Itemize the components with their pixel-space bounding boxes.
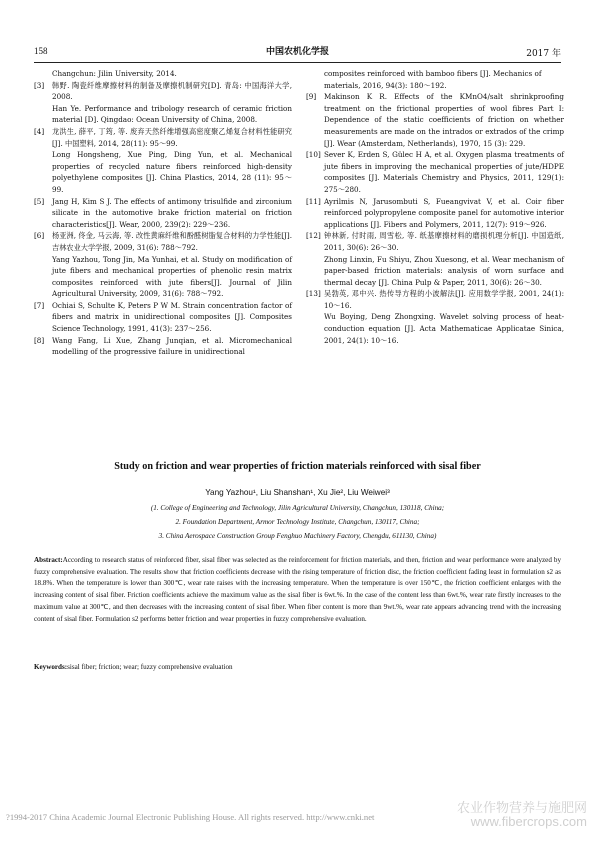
keywords-text: sisal fiber; friction; wear; fuzzy comprehensive evaluation: [67, 663, 233, 671]
reference-number: [12]: [306, 231, 321, 241]
reference-5: [34, 196, 292, 231]
abstract-label: Abstract:: [34, 556, 63, 564]
page-header: [34, 44, 561, 60]
article-title: Study on friction and wear properties of friction materials reinforced with sisal fiber: [114, 461, 481, 472]
reference-chinese: 龙洪生, 薛平, 丁筠, 等. 废弃天然纤维增强高密度聚乙烯复合材料性能研究[J]. 中国塑料, 2014, 28(11): 95～99.: [52, 126, 292, 148]
reference-english: Han Ye. Performance and tribology research of ceramic friction material [D]. Qingdao: Ocean University of China, 2008.: [52, 103, 292, 125]
reference-11: [306, 196, 564, 231]
reference-number: [5]: [34, 196, 45, 206]
reference-number: [8]: [34, 335, 45, 345]
reference-english: Ayrilmis N, Jarusombuti S, Fueangvivat V, et al. Coir fiber reinforced polypropylene composite panel for automotive interior applications [J]. Fibers and Polymers, 2011, 12(7): 919～926.: [324, 196, 564, 229]
reference-english: Jang H, Kim S J. The effects of antimony trisulfide and zirconium silicate in the automotive brake friction material on friction characteristics[J]. Wear, 2000, 239(2): 229～236.: [52, 196, 292, 229]
watermark-url: www.fibercrops.com: [470, 814, 587, 829]
affiliation-2: 2. Foundation Department, Armor Technology Institute, Changchun, 130117, China;: [175, 518, 420, 526]
journal-year: 2017 年: [526, 49, 561, 59]
reference-number: [13]: [306, 289, 321, 299]
reference-number: [11]: [306, 196, 321, 206]
keywords: [34, 663, 561, 671]
copyright-footer: ?1994-2017 China Academic Journal Electronic Publishing House. All rights reserved. http://www.cnki.net: [6, 812, 375, 822]
reference-number: [6]: [34, 231, 45, 241]
reference-2-continuation: Changchun: Jilin University, 2014.: [52, 69, 177, 78]
reference-english: Wu Boying, Deng Zhongxing. Wavelet solving process of heat-conduction equation [J]. Acta Mathematicae Applicatae Sinica, 2001, 24(1): 10～16.: [324, 312, 564, 345]
reference-english: Long Hongsheng, Xue Ping, Ding Yun, et al. Mechanical properties of recycled nature fibers reinforced high-density polyethylene composites [J]. China Plastics, 2014, 28 (11): 95～99.: [52, 150, 292, 194]
watermark: [457, 801, 587, 829]
reference-chinese: 吴勃英, 邓中兴. 热传导方程的小波解法[J]. 应用数学学报, 2001, 24(1): 10～16.: [324, 289, 564, 310]
reference-number: [7]: [34, 300, 45, 310]
watermark-chinese: 农业作物营养与施肥网: [456, 800, 587, 815]
reference-7: [34, 300, 292, 335]
reference-english: Zhong Linxin, Fu Shiyu, Zhou Xuesong, et al. Wear mechanism of paper-based friction materials: analysis of worn surface and thermal decay [J]. China Pulp & Paper, 2011, 30(6): 26～30.: [324, 254, 564, 287]
reference-8: [34, 335, 292, 358]
reference-chinese: 杨亚洲, 佟金, 马云海, 等. 改性黄麻纤维和酚醛树脂复合材料的力学性能[J]. 吉林农业大学学报, 2009, 31(6): 788～792.: [52, 231, 292, 252]
reference-9: [306, 91, 564, 149]
reference-chinese: 钟林新, 付时雨, 周雪松, 等. 纸基摩擦材料的磨损机理分析[J]. 中国造纸, 2011, 30(6): 26～30.: [324, 231, 564, 252]
reference-english: Sever K, Erden S, Gülec H A, et al. Oxygen plasma treatments of jute fibers in improving the mechanical properties of jute/HDPE composites [J]. Materials Chemistry and Physics, 2011, 129(1): 275～280.: [324, 150, 564, 194]
reference-english: Wang Fang, Li Xue, Zhang Junqian, et al. Micromechanical modelling of the progressive failure in unidirectional: [52, 335, 292, 357]
keywords-label: Keywords:: [34, 663, 68, 671]
reference-number: [9]: [306, 92, 317, 102]
references-left-column: [34, 68, 292, 358]
reference-number: [4]: [34, 126, 45, 136]
reference-chinese: 韩野. 陶瓷纤维摩擦材料的制备及摩擦机制研究[D]. 青岛: 中国海洋大学, 2008.: [52, 80, 292, 102]
reference-12: [306, 230, 564, 288]
article-authors: Yang Yazhou¹, Liu Shanshan¹, Xu Jie², Liu Weiwei³: [205, 488, 390, 497]
reference-english: Yang Yazhou, Tong Jin, Ma Yunhai, et al. Study on modification of jute fibers and mechanical properties of phenolic resin matrix composites reinforced with jute fibers[J]. Journal of Jilin Agricultural University, 2009, 31(6): 788～792.: [52, 254, 292, 299]
reference-english: Makinson K R. Effects of the KMnO4/salt shrinkproofing treatment on the frictional properties of wool fibres Part I: Dependence of the static coefficients of friction on whether measurements are made on the intrados or extrados of the crimp [J]. Wear (Amsterdam, Netherlands), 1970, 15 (3): 229.: [324, 92, 564, 148]
reference-english: Ochiai S, Schulte K, Peters P W M. Strain concentration factor of fibers and matrix in unidirectional composites [J]. Composites Science Technology, 1991, 41(3): 237～256.: [52, 300, 292, 334]
reference-6: [34, 230, 292, 300]
header-rule: [34, 62, 561, 63]
reference-8-continuation: composites reinforced with bamboo fibers [J]. Mechanics of materials, 2016, 94(3): 180～192.: [324, 69, 542, 90]
abstract-text: According to research status of reinforced fiber, sisal fiber was selected as the reinforcement for friction materials, and then, friction and wear performance were analyzed by fuzzy comprehensive evaluation. The results show that friction coefficients decrease with the rising temperature of friction disc, the friction coefficient fading least in formulation s2 as 18.8%. When the temperature is lower than 300℃, wear rate raises with the increasing temperature. When the temperature is over 150℃, the friction coefficient enlarges with the increasing content of sisal fiber. Friction coefficients achieve the maximum value as the sisal fiber is 6wt.%. In the case of the content less than 6wt.%, wear rate firstly increases to the maximum value at 300℃, and then decreases with the increasing content of sisal fiber. When fiber content is more than 9wt.%, wear rate appears advancing trend with the increasing content of sisal fiber. Formulation s2 performs better friction and wear properties in fuzzy comprehensive evaluation.: [34, 556, 561, 623]
reference-3: [34, 80, 292, 126]
references-right-column: [306, 68, 564, 346]
affiliation-1: (1. College of Engineering and Technology, Jilin Agricultural University, Changchun, 130118, China;: [150, 504, 445, 512]
reference-10: [306, 149, 564, 195]
reference-13: [306, 288, 564, 346]
journal-name: 中国农机化学报: [265, 47, 329, 57]
page-number: 158: [34, 46, 48, 56]
affiliation-3: 3. China Aerospace Construction Group Fenghuo Machinery Factory, Chengdu, 611130, China): [158, 532, 437, 540]
reference-number: [10]: [306, 150, 321, 160]
abstract: [34, 555, 561, 625]
reference-number: [3]: [34, 80, 45, 90]
reference-4: [34, 126, 292, 196]
